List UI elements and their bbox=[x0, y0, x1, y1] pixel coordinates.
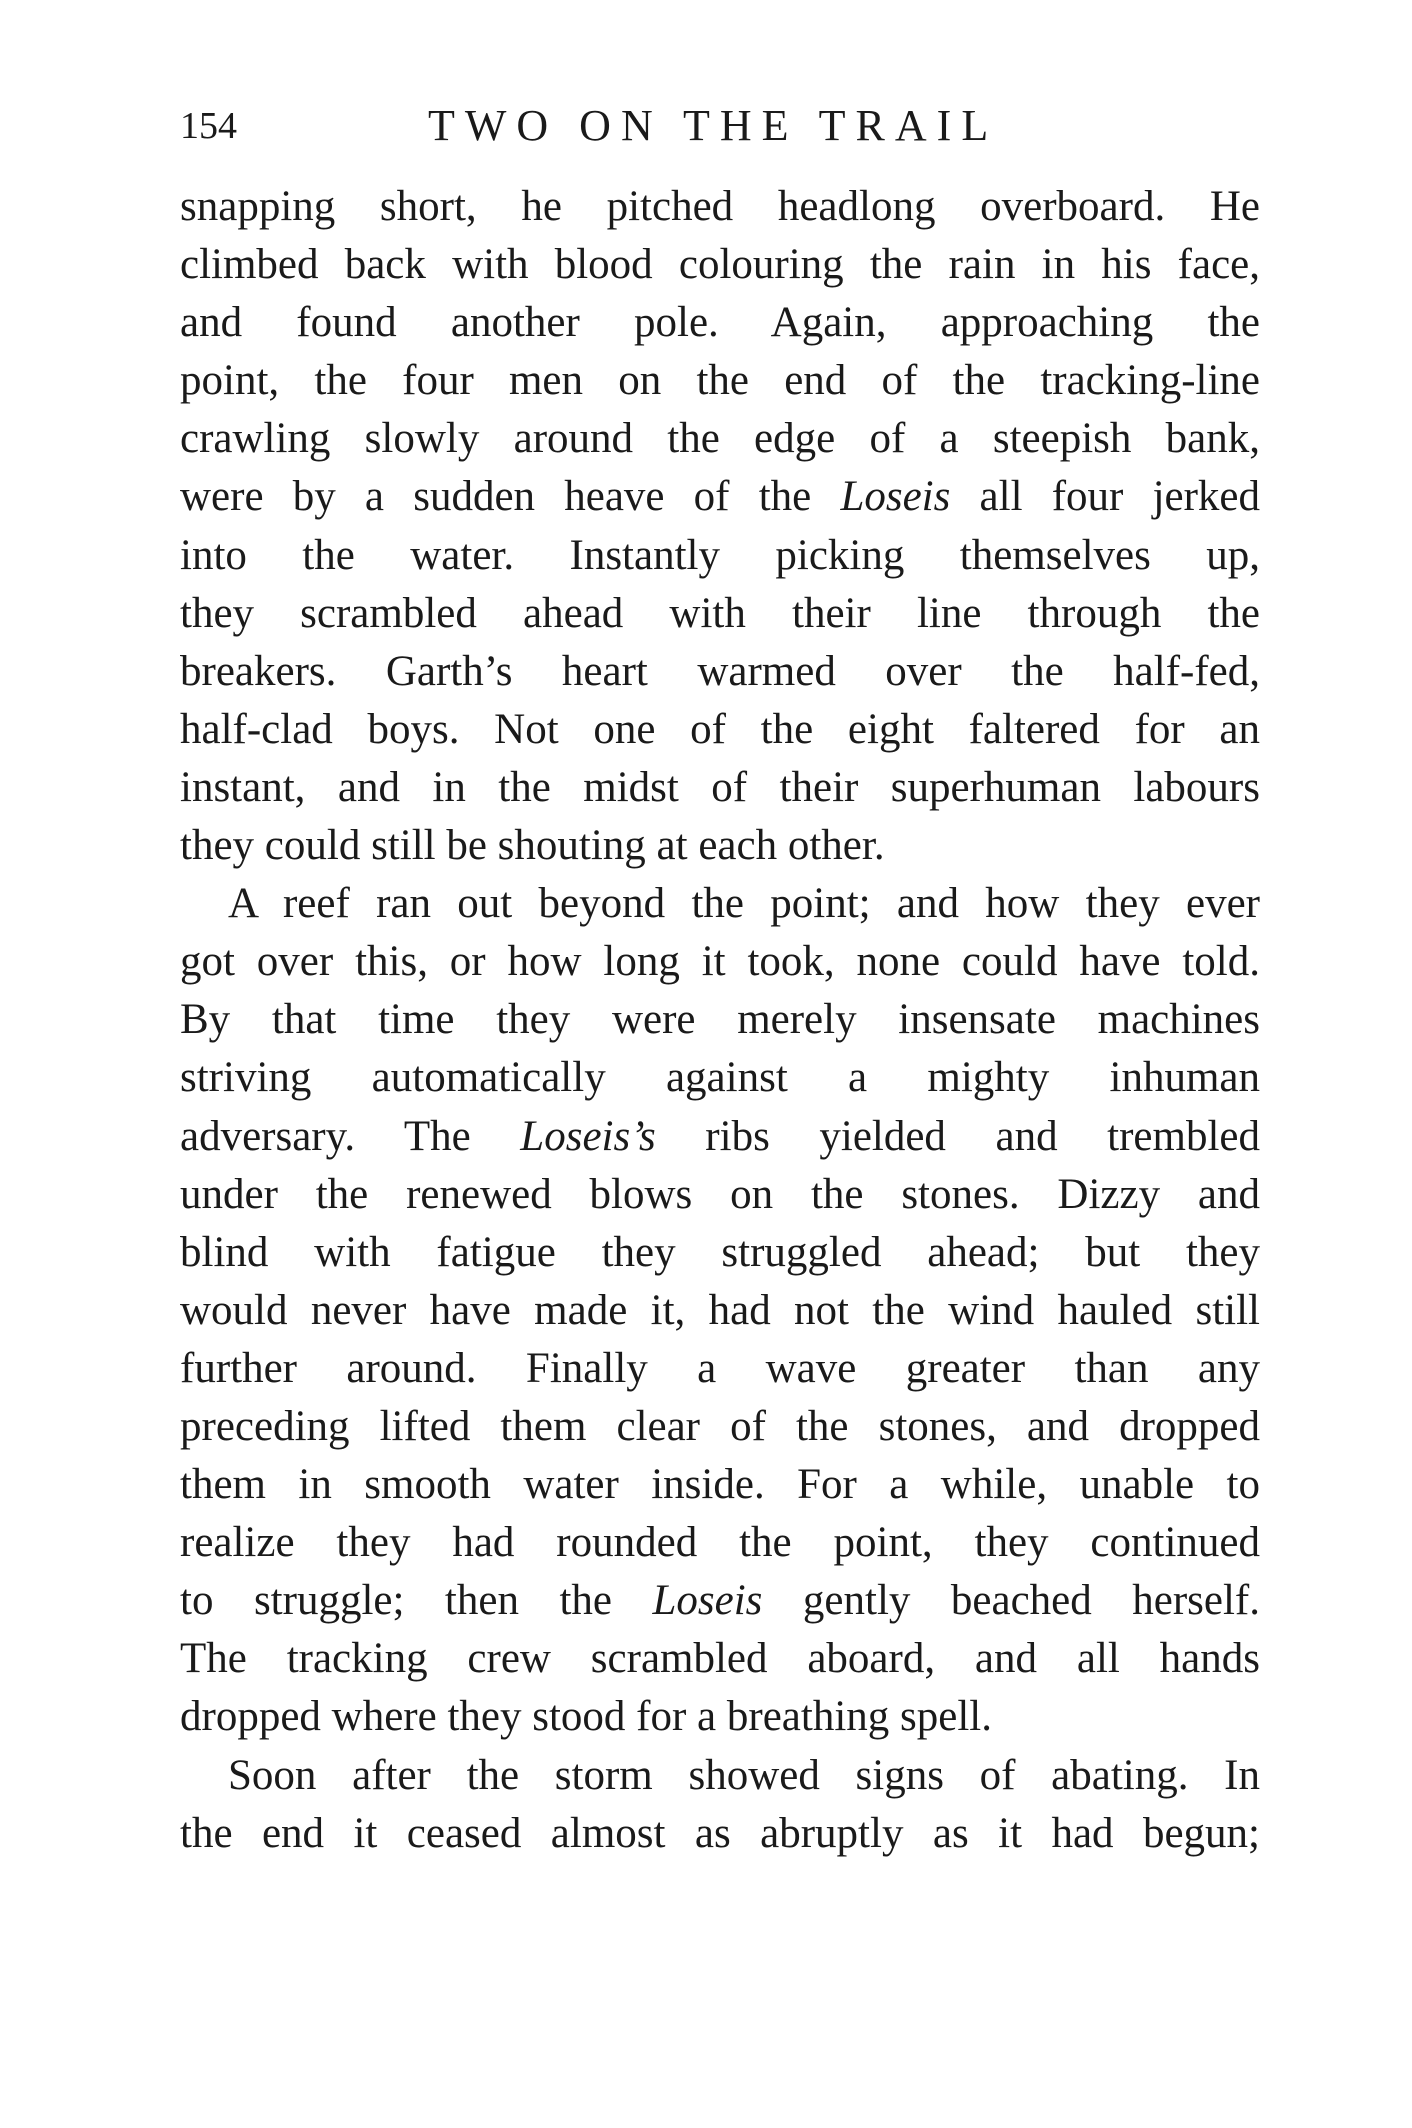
text-segment: to struggle; then the bbox=[180, 1577, 653, 1625]
text-segment: were by a sudden heave of the bbox=[180, 473, 841, 521]
text-line: half-clad boys. Not one of the eight faltered for an bbox=[180, 705, 1260, 753]
text-line: point, the four men on the end of the tracking-line bbox=[180, 357, 1260, 405]
text-line: them in smooth water inside. For a while, unable to bbox=[180, 1461, 1260, 1509]
ship-name: Loseis bbox=[652, 1577, 763, 1625]
text-line: striving automatically against a mighty inhuman bbox=[180, 1054, 1260, 1102]
text-line bbox=[180, 1572, 1260, 1630]
text-line: A reef ran out beyond the point; and how they ever bbox=[228, 880, 1260, 928]
text-line: realize they had rounded the point, they continued bbox=[180, 1519, 1260, 1567]
text-line: snapping short, he pitched headlong overboard. He bbox=[180, 183, 1260, 230]
text-line: The tracking crew scrambled aboard, and all hands bbox=[180, 1635, 1260, 1683]
text-line: got over this, or how long it took, none could have told. bbox=[180, 938, 1260, 986]
text-line: Soon after the storm showed signs of abating. In bbox=[228, 1751, 1260, 1799]
ship-name: Loseis’s bbox=[520, 1112, 656, 1160]
body-text bbox=[180, 178, 1260, 1863]
text-line: they could still be shouting at each other. bbox=[180, 822, 885, 870]
text-line: into the water. Instantly picking themselves up, bbox=[180, 531, 1260, 579]
text-line: preceding lifted them clear of the stones, and dropped bbox=[180, 1402, 1260, 1450]
text-line: they scrambled ahead with their line through the bbox=[180, 589, 1260, 637]
text-line: would never have made it, had not the wind hauled still bbox=[180, 1286, 1260, 1334]
text-line: By that time they were merely insensate machines bbox=[180, 996, 1260, 1044]
running-title: TWO ON THE TRAIL bbox=[428, 101, 999, 150]
text-line: crawling slowly around the edge of a steepish bank, bbox=[180, 415, 1260, 463]
text-line: further around. Finally a wave greater than any bbox=[180, 1344, 1260, 1392]
text-line: dropped where they stood for a breathing spell. bbox=[180, 1693, 992, 1741]
text-line bbox=[180, 1108, 1260, 1166]
text-segment: gently beached herself. bbox=[762, 1577, 1260, 1625]
page-header bbox=[180, 96, 1260, 156]
text-line: under the renewed blows on the stones. Dizzy and bbox=[180, 1170, 1260, 1218]
text-segment: ribs yielded and trembled bbox=[655, 1112, 1260, 1160]
text-line: and found another pole. Again, approaching the bbox=[180, 299, 1260, 347]
text-line: the end it ceased almost as abruptly as it had begun; bbox=[180, 1809, 1260, 1857]
ship-name: Loseis bbox=[840, 473, 951, 521]
text-line bbox=[180, 468, 1260, 526]
text-segment: adversary. The bbox=[180, 1112, 521, 1160]
page-number: 154 bbox=[180, 105, 237, 147]
text-line: instant, and in the midst of their superhuman labours bbox=[180, 763, 1260, 811]
text-line: blind with fatigue they struggled ahead; but they bbox=[180, 1228, 1260, 1276]
text-line: breakers. Garth’s heart warmed over the half-fed, bbox=[180, 647, 1260, 695]
text-line: climbed back with blood colouring the rain in his face, bbox=[180, 241, 1260, 289]
text-segment: all four jerked bbox=[950, 473, 1260, 521]
